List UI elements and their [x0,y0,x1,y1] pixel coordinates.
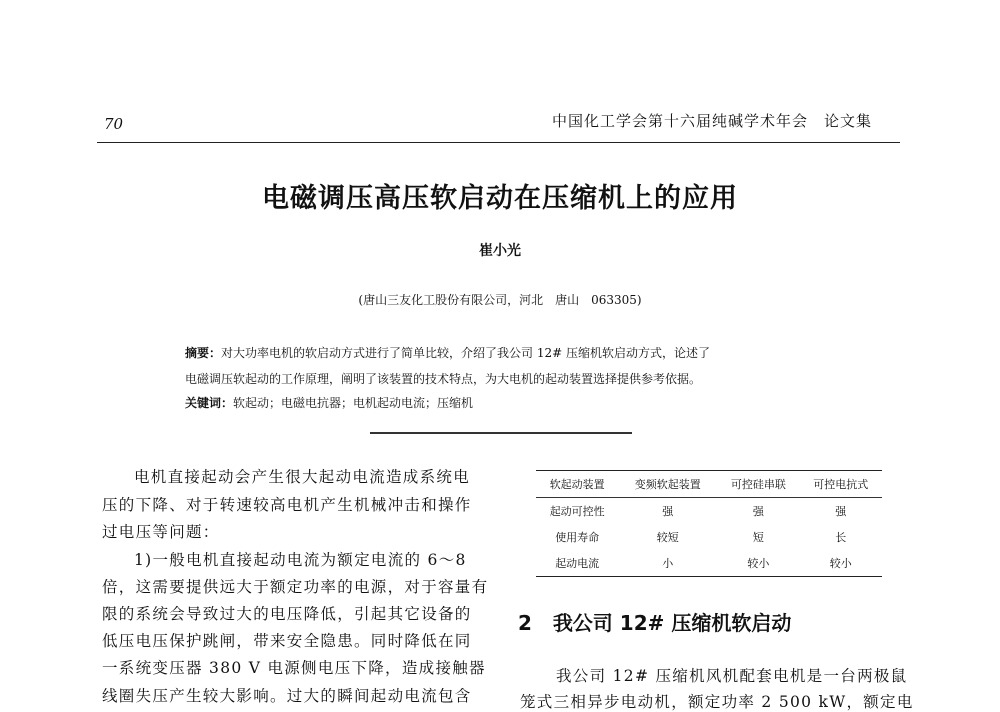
abstract-label: 摘要： [185,346,222,360]
keywords-line [185,394,473,411]
body-line: 电机直接起动会产生很大起动电流造成系统电 [134,468,471,486]
section-number: 2 [518,611,532,635]
table-header: 变频软起装置 [634,478,701,491]
table-cell: 强 [662,505,674,518]
table-cell: 短 [752,531,764,544]
table-header: 可控硅串联 [730,478,786,491]
table-row [536,550,882,577]
table-cell: 强 [752,505,764,518]
body-line: 笼式三相异步电动机，额定功率 2 500 kW，额定电 [520,693,914,711]
abstract-line [185,344,710,361]
body-line: 过电压等问题： [102,523,220,541]
table-cell: 小 [662,557,674,570]
table-row [536,524,882,550]
abstract-line: 电磁调压软起动的工作原理，阐明了该装置的技术特点，为大电机的起动装置选择提供参考依据。 [185,372,702,386]
body-line: 低压电压保护跳闸，带来安全隐患。同时降低在同 [102,632,472,650]
keywords-label: 关键词： [185,396,234,410]
abstract-text: 对大功率电机的软启动方式进行了简单比较，介绍了我公司 12# 压缩机软启动方式，论述了 [221,346,710,360]
table-cell: 起动可控性 [549,505,605,518]
table-cell: 较短 [656,531,679,544]
table-row [536,498,882,525]
running-header: 中国化工学会第十六届纯碱学术年会 论文集 [552,112,873,130]
author: 崔小光 [479,243,521,259]
table-header: 软起动装置 [549,478,605,491]
body-line: 我公司 12# 压缩机风机配套电机是一台两极鼠 [556,667,908,685]
table-header: 可控电抗式 [813,478,869,491]
table-cell: 强 [835,505,847,518]
body-line: 线圈失压产生较大影响。过大的瞬间起动电流包含 [102,687,472,705]
table-cell: 较小 [747,557,770,570]
section-heading [518,607,791,636]
table-header-row [536,471,882,498]
body-line: 限的系统会导致过大的电压降低，引起其它设备的 [102,605,472,623]
table-cell: 使用寿命 [555,531,600,544]
section-title: 我公司 12# 压缩机软启动 [552,611,792,635]
page-number: 70 [104,115,124,133]
keywords-text: 软起动；电磁电抗器；电机起动电流；压缩机 [233,396,474,410]
separator-rule [370,432,632,434]
comparison-table [536,470,882,577]
body-line: 一系统变压器 380 V 电源侧电压下降，造成接触器 [102,659,486,677]
affiliation: (唐山三友化工股份有限公司，河北 唐山 063305) [358,293,642,307]
header-rule [97,142,900,143]
table-cell: 较小 [829,557,852,570]
paper-title: 电磁调压高压软启动在压缩机上的应用 [262,183,738,214]
table-cell: 起动电流 [555,557,600,570]
body-line: 1)一般电机直接起动电流为额定电流的 6～8 [134,551,467,569]
table-cell: 长 [835,531,847,544]
body-line: 压的下降、对于转速较高电机产生机械冲击和操作 [102,496,472,514]
body-line: 倍，这需要提供远大于额定功率的电源，对于容量有 [102,578,489,596]
